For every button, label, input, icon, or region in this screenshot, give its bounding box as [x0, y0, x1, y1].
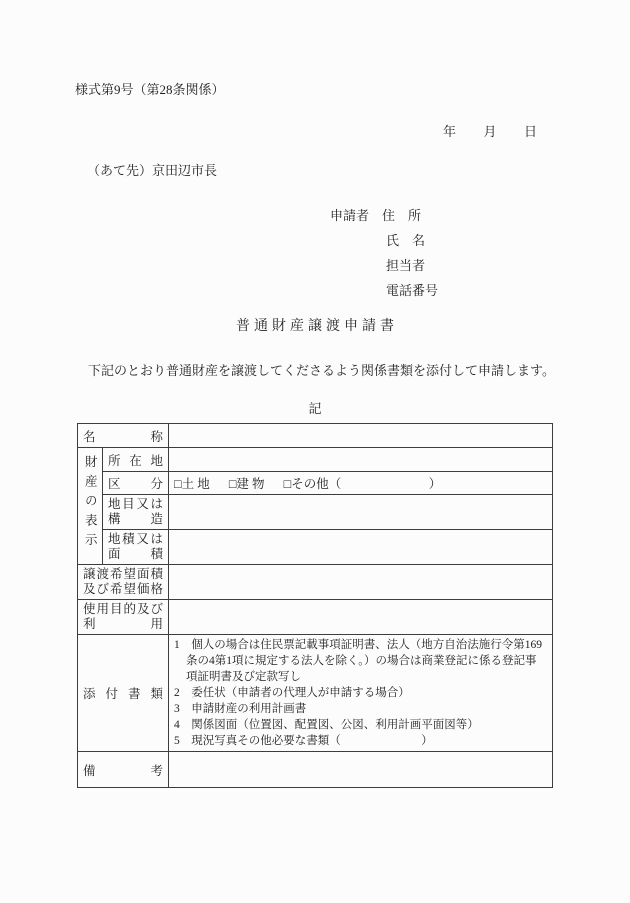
table-row [78, 635, 553, 752]
table-row [78, 472, 553, 495]
purpose-value-field[interactable] [169, 600, 553, 635]
form-number: 様式第9号（第28条関係） [75, 82, 225, 97]
landtype-label-line2: 構造 [108, 512, 164, 526]
desired-value-field[interactable] [169, 565, 553, 600]
area-label-cell [103, 530, 169, 565]
category-label-cell [103, 472, 169, 495]
table-row [78, 600, 553, 635]
table-row [78, 495, 553, 530]
remarks-label: 備考 [83, 763, 164, 778]
attachment-item: 1 個人の場合は住民票記載事項証明書、法人（地方自治法施行令第169条の4第1項に規定する法人を除く。）の場合は商業登記に係る登記事項証明書及び定款写し [174, 639, 543, 683]
attachments-list-cell [169, 635, 553, 752]
area-label-line1: 地積又は [108, 532, 164, 546]
remarks-label-cell [78, 752, 169, 788]
remarks-value-field[interactable] [169, 752, 553, 788]
landtype-label-cell [103, 495, 169, 530]
applicant-name-line: 氏 名 [386, 233, 426, 248]
table-row [78, 530, 553, 565]
area-value-field[interactable] [169, 530, 553, 565]
property-group-label: 財産の表示 [83, 455, 98, 553]
purpose-label-line1: 使用目的及び [83, 602, 164, 616]
table-row [78, 424, 553, 448]
landtype-value-field[interactable] [169, 495, 553, 530]
desired-label-line1: 譲渡希望面積 [83, 567, 164, 581]
property-table [77, 423, 553, 788]
category-option-label: 土 地 [181, 477, 210, 491]
location-label: 所在地 [108, 453, 164, 468]
ki-heading: 記 [308, 401, 322, 416]
attachment-item: 4 関係図面（位置図、配置図、公図、利用計画平面図等） [174, 719, 479, 731]
location-value-field[interactable] [169, 448, 553, 472]
category-option-label: 建 物 [236, 477, 265, 491]
checkbox-icon: □ [174, 477, 182, 491]
table-row [78, 752, 553, 788]
category-label: 区分 [108, 477, 164, 491]
applicant-contact-line: 担当者 [386, 258, 426, 273]
checkbox-icon: □ [283, 477, 292, 491]
category-option-building[interactable] [229, 477, 265, 491]
category-option-label: その他（ ） [291, 477, 442, 491]
name-value-field[interactable] [169, 424, 553, 448]
form-title: 普通財産譲渡申請書 [236, 319, 398, 334]
checkbox-icon: □ [228, 477, 237, 491]
category-options-cell [169, 472, 553, 495]
addressee-line: （あて先）京田辺市長 [87, 163, 218, 178]
name-label: 名称 [83, 429, 164, 444]
attachment-item: 2 委任状（申請者の代理人が申請する場合） [174, 687, 410, 699]
desired-label-cell [78, 565, 169, 600]
location-label-cell [103, 448, 169, 472]
name-label-cell [78, 424, 169, 448]
table-row [78, 448, 553, 472]
attachments-label: 添付書類 [83, 687, 164, 701]
landtype-label-line1: 地目又は [108, 497, 164, 511]
category-option-other[interactable] [284, 477, 442, 491]
category-options [174, 477, 441, 491]
attachment-item: 3 申請財産の利用計画書 [174, 703, 307, 715]
desired-label-line2: 及び希望価格 [83, 582, 164, 596]
property-group-label-cell [78, 448, 103, 565]
table-row [78, 565, 553, 600]
purpose-label-line2: 利用 [83, 617, 164, 631]
attachments-label-cell [78, 635, 169, 752]
purpose-label-cell [78, 600, 169, 635]
applicant-phone-line: 電話番号 [386, 283, 439, 298]
applicant-block [330, 203, 438, 303]
area-label-line2: 面積 [108, 547, 164, 561]
intro-text: 下記のとおり普通財産を譲渡してくださるよう関係書類を添付して申請します。 [75, 363, 555, 378]
date-line: 年 月 日 [443, 124, 538, 139]
category-option-land[interactable] [174, 477, 210, 491]
attachment-item: 5 現況写真その他必要な書類（ ） [174, 735, 433, 747]
applicant-address-line: 申請者 住 所 [330, 208, 422, 223]
